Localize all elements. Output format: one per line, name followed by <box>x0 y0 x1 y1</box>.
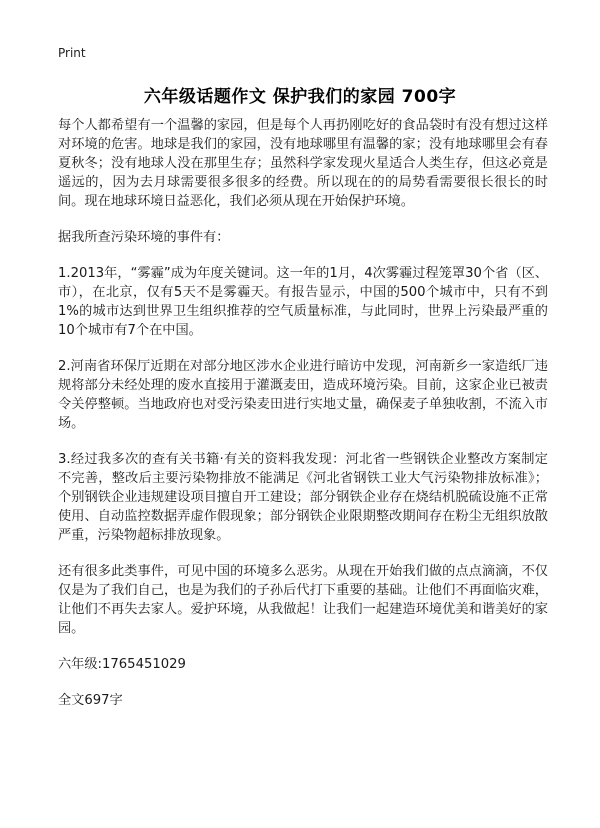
paragraph-event-2: 2.河南省环保厅近期在对部分地区涉水企业进行暗访中发现，河南新乡一家造纸厂违规将部分未经处理的废水直接用于灌溉麦田，造成环境污染。目前，这家企业已被责令关停整顿。当地政府也对受污染麦田进行实地丈量，确保麦子单独收割，不流入市场。 <box>58 359 548 431</box>
article-title: 六年级话题作文 保护我们的家园 700字 <box>143 87 457 107</box>
author-line: 六年级:1765451029 <box>58 657 186 672</box>
paragraph-conclusion: 还有很多此类事件，可见中国的环境多么恶劣。从现在开始我们做的点点滴滴，不仅仅是为了我们自己，也是为我们的子孙后代打下重要的基础。让他们不再面临灾难，让他们不再失去家人。爱护环境，从我做起！让我们一起建造环境优美和谐美好的家园。 <box>58 564 548 636</box>
paragraph-event-1: 1.2013年，“雾霾”成为年度关键词。这一年的1月，4次雾霾过程笼罩30个省（区、市），在北京，仅有5天不是雾霾天。有报告显示，中国的500个城市中，只有不到1%的城市达到世界卫生组织推荐的空气质量标准，与此同时，世界上污染最严重的10个城市有7个在中国。 <box>58 266 548 338</box>
paragraph-event-3: 3.经过我多次的查有关书籍·有关的资料我发现：河北省一些钢铁企业整改方案制定不完善，整改后主要污染物排放不能满足《河北省钢铁工业大气污染物排放标准》；个别钢铁企业违规建设项目擅自开工建设；部分钢铁企业存在烧结机脱硫设施不正常使用、自动监控数据弄虚作假现象；部分钢铁企业限期整改期间存在粉尘无组织放散严重，污染物超标排放现象。 <box>58 452 548 543</box>
paragraph-intro: 每个人都希望有一个温馨的家园，但是每个人再扔刚吃好的食品袋时有没有想过这样对环境的危害。地球是我们的家园，没有地球哪里有温馨的家；没有地球哪里会有春夏秋冬；没有地球人没在那里生存；虽然科学家发现火星适合人类生存，但这必竟是遥远的，因为去月球需要很多很多的经费。所以现在的的局势看需要很长很长的时间。现在地球环境日益恶化，我们必须从现在开始保护环境。 <box>58 118 548 209</box>
article-body <box>58 116 548 727</box>
print-link[interactable]: Print <box>58 46 86 60</box>
paragraph-events-heading: 据我所查污染环境的事件有： <box>58 230 230 245</box>
word-count: 全文697字 <box>58 693 123 708</box>
